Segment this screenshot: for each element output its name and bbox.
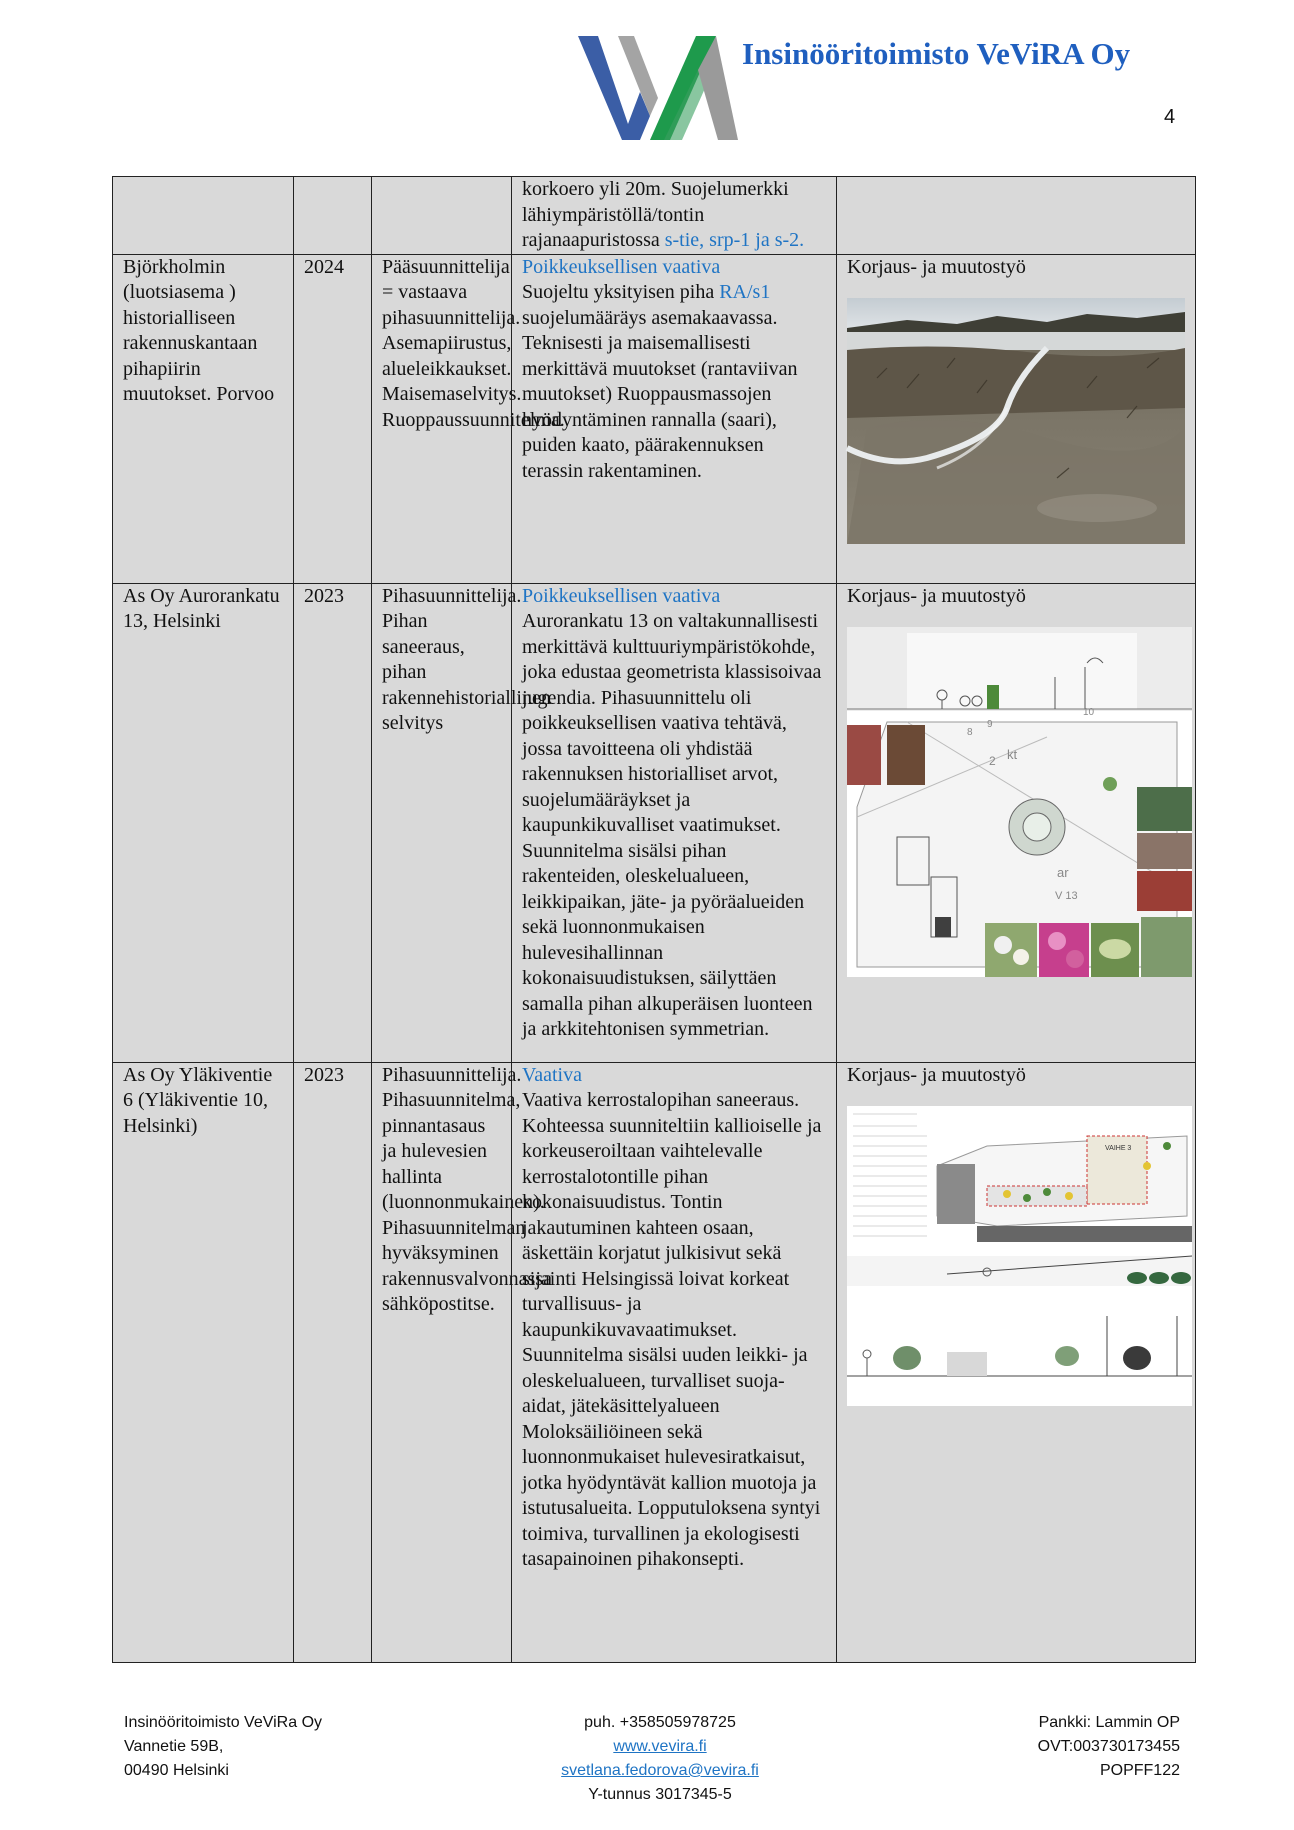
work-type-cell bbox=[837, 1062, 1196, 1662]
role-cell bbox=[372, 583, 551, 1062]
business-id: Y-tunnus 3017345-5 bbox=[588, 1786, 732, 1803]
project-name: As Oy Aurorankatu 13, Helsinki bbox=[123, 584, 280, 632]
work-type-cell bbox=[837, 177, 1196, 255]
company-logo bbox=[578, 36, 738, 140]
project-year: 2024 bbox=[304, 255, 344, 278]
zoning-link[interactable]: RA/s1 bbox=[719, 281, 771, 303]
website-link[interactable]: www.vevira.fi bbox=[613, 1738, 707, 1755]
email-link[interactable]: svetlana.fedorova@vevira.fi bbox=[561, 1762, 759, 1779]
description-text: Suojeltu yksityisen piha bbox=[522, 281, 720, 303]
table-row bbox=[113, 177, 1196, 255]
plan-label-kt: kt bbox=[1007, 747, 1018, 762]
description-cell bbox=[512, 1062, 837, 1662]
description-text: Vaativa kerrostalopihan saneeraus. Kohteessa suunniteltiin kallioiselle ja korkeuseroiltaan vaihtelevalle kerrostalotontille pihan kokonaisuudistus. Tontin jakautuminen kahteen osaan, äskettäin korjatut julkisivut sekä sijainti Helsingissä loivat korkeat turvallisuus- ja kaupunkikuvavaatimukset. Suunnitelma sisälsi uuden leikki- ja oleskelualueen, turvalliset suoja-aidat, jätekäsittelyalueen Moloksäiliöineen sekä luonnonmukaiset hulevesiratkaisut, jotka hyödyntävät kallion muotoja ja istutusalueita. Lopputuloksena syntyi toimiva, turvallinen ja ekologisesti tasapainoinen pihakonsepti. bbox=[522, 1089, 822, 1570]
plan-label-stage: VAIHE 3 bbox=[1105, 1145, 1132, 1152]
work-type-cell bbox=[837, 583, 1196, 1062]
project-name: As Oy Yläkiventie 6 (Yläkiventie 10, Helsinki) bbox=[123, 1063, 273, 1137]
year-cell bbox=[294, 1062, 372, 1662]
description-cell bbox=[512, 583, 837, 1062]
complexity-class: Poikkeuksellisen vaativa bbox=[522, 255, 721, 278]
year-cell bbox=[294, 583, 372, 1062]
yard-plan-drawing bbox=[847, 627, 1192, 977]
description-text: korkoero yli 20m. Suojelumerkki lähiympäristöllä/tontin rajanaapuristossa bbox=[522, 178, 789, 251]
complexity-class: Vaativa bbox=[522, 1063, 582, 1086]
plan-label-9: 9 bbox=[987, 719, 993, 730]
project-name-cell bbox=[113, 1062, 294, 1662]
footer-bank: Pankki: Lammin OP OVT:003730173455 POPFF122 bbox=[1037, 1714, 1180, 1779]
project-name-cell bbox=[113, 254, 294, 583]
plan-label-2: 2 bbox=[989, 754, 996, 768]
project-name: Björkholmin (luotsiasema ) historialliseen rakennuskantaan pihapiirin muutokset. Porvoo bbox=[123, 255, 275, 405]
role-cell bbox=[372, 254, 565, 583]
description-text: suojelumääräys asemakaavassa. Teknisesti ja maisemallisesti merkittävä muutokset (rantaviivan muutokset) Ruoppausmassojen hyödyntäminen rannalla (saari), puiden kaato, päärakennuksen terassin rakentaminen. bbox=[522, 306, 798, 482]
company-title: Insinööritoimisto VeViRA Oy bbox=[742, 36, 1131, 71]
project-name-cell bbox=[113, 177, 294, 255]
table-row bbox=[113, 583, 1196, 1062]
footer-address: Insinööritoimisto VeViRa Oy Vannetie 59B, 00490 Helsinki bbox=[124, 1714, 323, 1779]
reference-table bbox=[112, 176, 1196, 1663]
project-year: 2023 bbox=[304, 1063, 344, 1086]
plan-label-ar: ar bbox=[1057, 865, 1069, 880]
work-type-cell bbox=[837, 254, 1196, 583]
plan-label-v13: V 13 bbox=[1055, 890, 1078, 902]
table-row bbox=[113, 254, 1196, 583]
project-role: Pihasuunnittelija. Pihasuunnitelma, pinnantasaus ja hulevesien hallinta (luonnonmukainen). Pihasuunnitelman hyväksyminen rakennusvalvonnassa sähköpostitse. bbox=[382, 1063, 552, 1315]
description-cell bbox=[512, 177, 837, 255]
footer-contact bbox=[540, 1711, 780, 1807]
description-text: Aurorankatu 13 on valtakunnallisesti merkittävä kulttuuriympäristökohde, joka edustaa geometrista klassisoivaa jugendia. Pihasuunnittelu oli poikkeuksellisen vaativa tehtävä, jossa tavoitteena oli yhdistää rakennuksen historialliset arvot, suojelumääräykset ja kaupunkikuvalliset vaatimukset. Suunnitelma sisälsi pihan rakenteiden, oleskelualueen, leikkipaikan, jäte- ja pyöräalueiden sekä luonnonmukaisen hulevesihallinnan kokonaisuudistuksen, säilyttäen samalla pihan alkuperäisen luonteen ja arkkitehtonisen symmetrian. bbox=[522, 610, 822, 1040]
work-type: Korjaus- ja muutostyö bbox=[847, 584, 1026, 607]
project-name-cell bbox=[113, 583, 294, 1062]
yard-plan-sheet bbox=[847, 1106, 1192, 1406]
project-year: 2023 bbox=[304, 584, 344, 607]
phone: puh. +358505978725 bbox=[584, 1714, 736, 1731]
project-role: Pihasuunnittelija. Pihan saneeraus, pihan rakennehistoriallinen selvitys bbox=[382, 584, 551, 734]
year-cell bbox=[294, 177, 372, 255]
complexity-class: Poikkeuksellisen vaativa bbox=[522, 584, 721, 607]
description-cell bbox=[512, 254, 837, 583]
plan-label-10: 10 bbox=[1083, 707, 1095, 718]
work-type: Korjaus- ja muutostyö bbox=[847, 1063, 1026, 1086]
plan-label-8: 8 bbox=[967, 727, 973, 738]
table-row bbox=[113, 1062, 1196, 1662]
zoning-link[interactable]: s-tie, srp-1 ja s-2. bbox=[664, 229, 805, 251]
year-cell bbox=[294, 254, 372, 583]
role-cell bbox=[372, 177, 512, 255]
page-number: 4 bbox=[1164, 106, 1176, 128]
project-role: Pääsuunnittelija = vastaava pihasuunnittelija. Asemapiirustus, alueleikkaukset. Maisemaselvitys. Ruoppaussuunnitelma. bbox=[382, 255, 565, 431]
work-type: Korjaus- ja muutostyö bbox=[847, 255, 1026, 278]
shoreline-photo bbox=[847, 298, 1185, 544]
